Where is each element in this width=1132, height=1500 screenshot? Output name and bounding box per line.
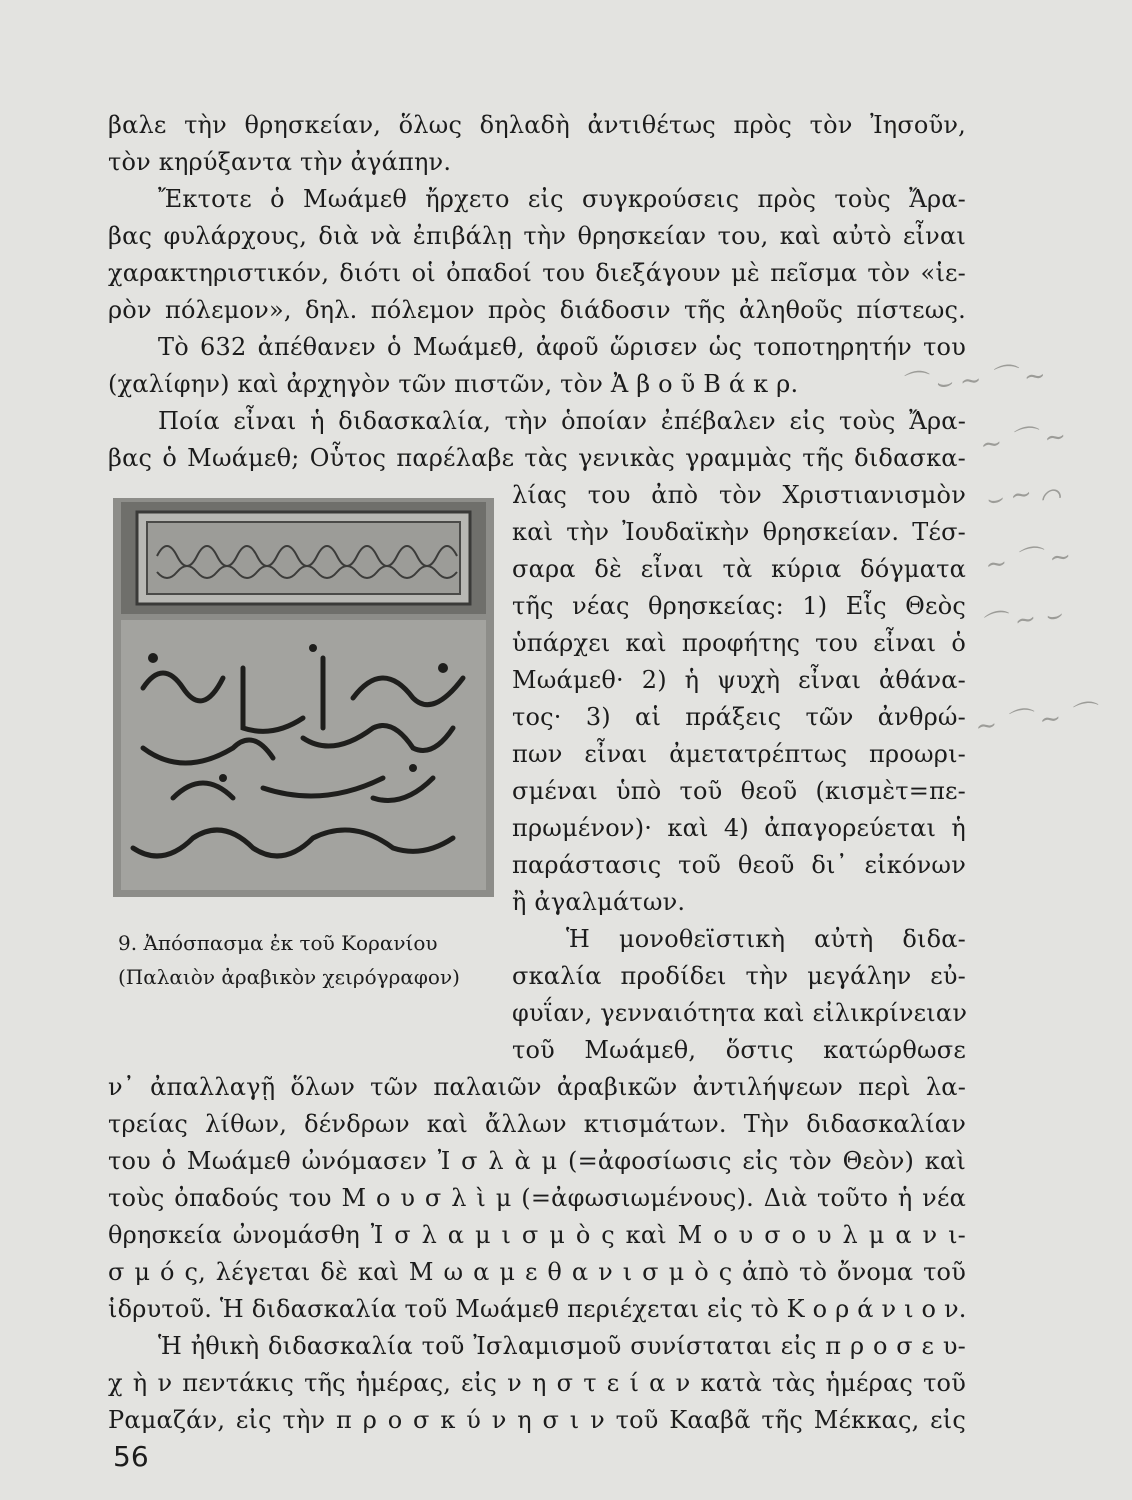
text-line: σ μ ό ς, λέγεται δὲ καὶ Μ ω α μ ε θ α ν ι σ μ ὸ ς ἀπὸ τὸ ὄνομα τοῦ — [108, 1258, 966, 1286]
text-line: παράστασις τοῦ θεοῦ δι᾽ εἰκόνων — [512, 851, 966, 879]
text-line: Ἡ μονοθεϊστικὴ αὐτὴ διδα- — [566, 925, 966, 953]
pencil-annotation: ⌒ ⌣ ∼ ⌒ ∼ — [899, 360, 1047, 402]
text-line: του ὁ Μωάμεθ ὠνόμασεν Ἰ σ λ ὰ μ (=ἀφοσίωσις εἰς τὸν Θεὸν) καὶ — [108, 1147, 966, 1175]
text-line: θρησκεία ὠνομάσθη Ἰ σ λ α μ ι σ μ ὸ ς καὶ Μ ο υ σ ο υ λ μ α ν ι- — [108, 1221, 966, 1249]
text-line: βας φυλάρχους, διὰ νὰ ἐπιβάλῃ τὴν θρησκείαν του, καὶ αὐτὸ εἶναι — [108, 222, 966, 250]
text-line: βαλε τὴν θρησκείαν, ὅλως δηλαδὴ ἀντιθέτως πρὸς τὸν Ἰησοῦν, — [108, 111, 966, 139]
text-line: ὑπάρχει καὶ προφήτης του εἶναι ὁ — [512, 629, 966, 657]
pencil-annotation: ∼ ⌒ ∼ — [978, 421, 1068, 461]
manuscript-drawing — [113, 498, 494, 897]
text-line: σκαλία προδίδει τὴν μεγάλην εὐ- — [512, 962, 966, 990]
text-line: Ἔκτοτε ὁ Μωάμεθ ἤρχετο εἰς συγκρούσεις πρὸς τοὺς Ἄρα- — [158, 185, 966, 213]
text-line: τὸν κηρύξαντα τὴν ἀγάπην. — [108, 148, 452, 176]
text-line: Ραμαζάν, εἰς τὴν π ρ ο σ κ ύ ν η σ ι ν τοῦ Κααβᾶ τῆς Μέκκας, εἰς — [108, 1406, 966, 1434]
text-line: λίας του ἀπὸ τὸν Χριστιανισμὸν — [512, 481, 966, 509]
text-line: χαρακτηριστικόν, διότι οἱ ὀπαδοί του διεξάγουν μὲ πεῖσμα τὸν «ἱε- — [108, 259, 966, 287]
text-line: τρείας λίθων, δένδρων καὶ ἄλλων κτισμάτων. Τὴν διδασκαλίαν — [108, 1110, 966, 1138]
page-number: 56 — [113, 1440, 149, 1473]
pencil-annotation: ∼ ⌒ ∼ — [983, 541, 1073, 581]
text-line: βας ὁ Μωάμεθ; Οὗτος παρέλαβε τὰς γενικὰς γραμμὰς τῆς διδασκα- — [108, 444, 966, 472]
text-line: Ποία εἶναι ἡ διδασκαλία, τὴν ὁποίαν ἐπέβαλεν εἰς τοὺς Ἄρα- — [158, 407, 966, 435]
figure-caption-number: 9. Ἀπόσπασμα ἐκ τοῦ Κορανίου — [118, 931, 438, 955]
text-line: τος· 3) αἱ πράξεις τῶν ἀνθρώ- — [512, 703, 966, 731]
text-line: σαρα δὲ εἶναι τὰ κύρια δόγματα — [512, 555, 966, 583]
text-line: Τὸ 632 ἀπέθανεν ὁ Μωάμεθ, ἀφοῦ ὥρισεν ὡς τοποτηρητήν του — [158, 333, 966, 361]
text-line: (χαλίφην) καὶ ἀρχηγὸν τῶν πιστῶν, τὸν Ἀ β ο ῦ Β ά κ ρ. — [108, 370, 799, 398]
text-line: τοῦ Μωάμεθ, ὅστις κατώρθωσε — [512, 1036, 966, 1064]
text-line: Ἡ ἠθικὴ διδασκαλία τοῦ Ἰσλαμισμοῦ συνίσταται εἰς π ρ ο σ ε υ- — [158, 1332, 966, 1360]
text-line: Μωάμεθ· 2) ἡ ψυχὴ εἶναι ἀθάνα- — [512, 666, 966, 694]
pencil-annotation: ∼ ⌒ ∼ ⌒ — [974, 699, 1097, 743]
text-line: τοὺς ὀπαδούς του Μ ο υ σ λ ὶ μ (=ἀφωσιωμένους). Διὰ τοῦτο ἡ νέα — [108, 1184, 966, 1212]
text-line: σμέναι ὑπὸ τοῦ θεοῦ (κισμὲτ=πε- — [512, 777, 966, 805]
text-line: ρὸν πόλεμον», δηλ. πόλεμον πρὸς διάδοσιν τῆς ἀληθοῦς πίστεως. — [108, 296, 966, 324]
text-line: τῆς νέας θρησκείας: 1) Εἷς Θεὸς — [512, 592, 966, 620]
text-line: πων εἶναι ἀμετατρέπτως προωρι- — [512, 740, 966, 768]
pencil-annotation: ⌒ ∼ ⌣ — [978, 599, 1064, 643]
text-line: καὶ τὴν Ἰουδαϊκὴν θρησκείαν. Τέσ- — [512, 518, 966, 546]
text-line: ν᾽ ἀπαλλαγῇ ὅλων τῶν παλαιῶν ἀραβικῶν ἀντιλήψεων περὶ λα- — [108, 1073, 966, 1101]
pencil-annotation: ⌣ ∼ ⌒ — [983, 474, 1063, 516]
text-line: ἢ ἀγαλμάτων. — [512, 888, 686, 916]
text-line: ἱδρυτοῦ. Ἡ διδασκαλία τοῦ Μωάμεθ περιέχεται εἰς τὸ Κ ο ρ ά ν ι ο ν. — [108, 1295, 967, 1323]
text-line: φυΐαν, γενναιότητα καὶ εἰλικρίνειαν — [512, 999, 968, 1027]
figure-caption-description: (Παλαιὸν ἀραβικὸν χειρόγραφον) — [118, 965, 460, 989]
text-line: πρωμένον)· καὶ 4) ἀπαγορεύεται ἡ — [512, 814, 966, 842]
text-line: χ ὴ ν πεντάκις τῆς ἡμέρας, εἰς ν η σ τ ε ί α ν κατὰ τὰς ἡμέρας τοῦ — [108, 1369, 966, 1397]
quran-manuscript-image — [113, 498, 494, 897]
